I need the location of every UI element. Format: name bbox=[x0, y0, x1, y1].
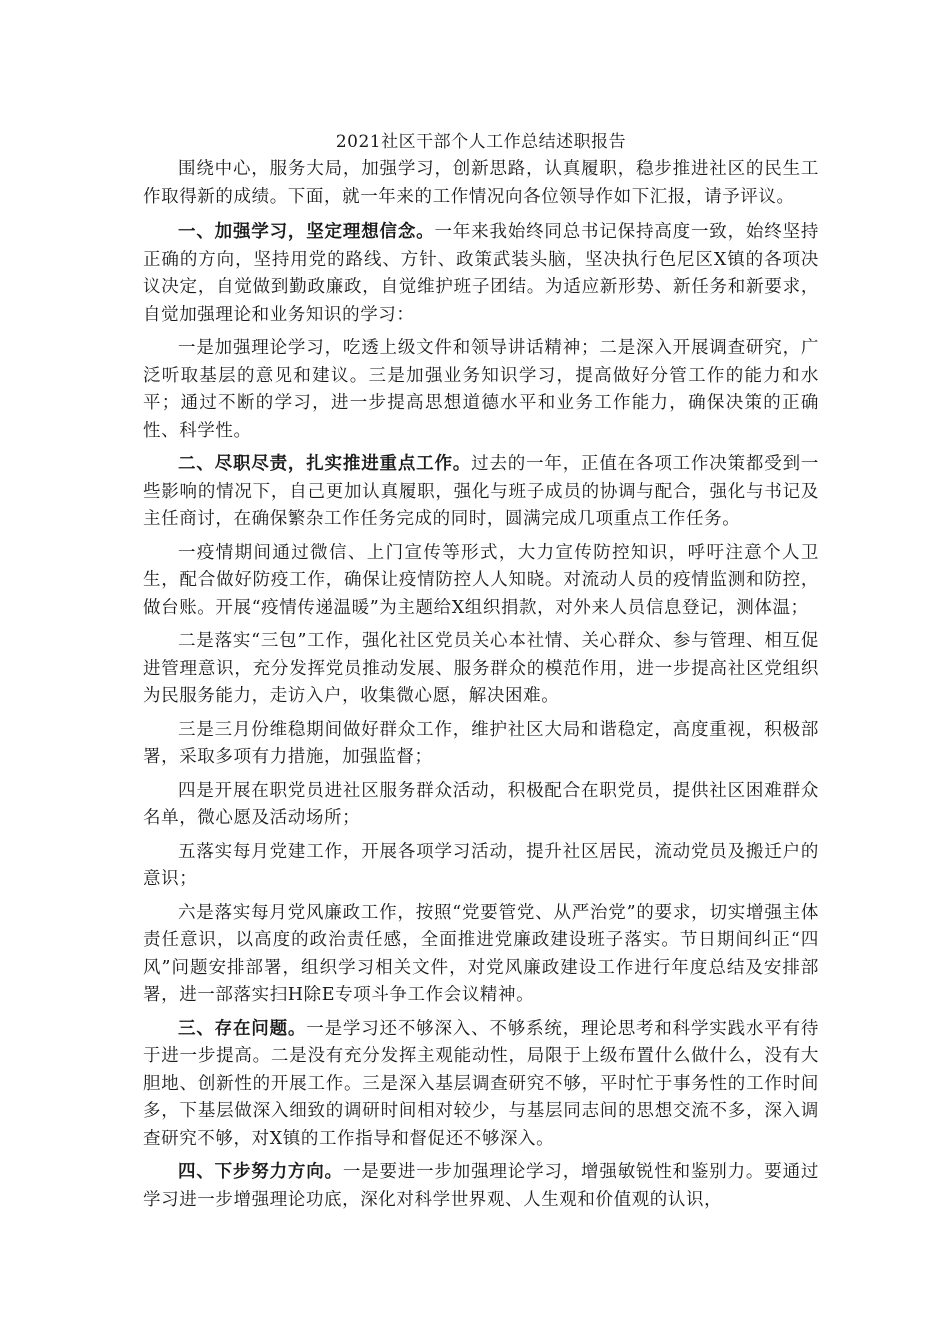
section-1-paragraph-2: 一是加强理论学习，吃透上级文件和领导讲话精神；二是深入开展调查研究，广泛听取基层的意见和建议。三是加强业务知识学习，提高做好分管工作的能力和水平；通过不断的学习，进一步提高思想道德水平和业务工作能力，确保决策的正确性、科学性。 bbox=[143, 338, 819, 441]
section-3-paragraph bbox=[143, 1016, 819, 1154]
section-2-body: 过去的一年，正值在各项工作决策都受到一些影响的情况下，自己更加认真履职，强化与班子成员的协调与配合，强化与书记及主任商讨，在确保繁杂工作任务完成的同时，圆满完成几项重点工作任务。 bbox=[143, 454, 819, 529]
section-3-body: 一是学习还不够深入、不够系统，理论思考和科学实践水平有待于进一步提高。二是没有充分发挥主观能动性，局限于上级布置什么做什么，没有大胆地、创新性的开展工作。三是深入基层调查研究不够，平时忙于事务性的工作时间多，下基层做深入细致的调研时间相对较少，与基层同志间的思想交流不多，深入调查研究不够，对X镇的工作指导和督促还不够深入。 bbox=[143, 1018, 819, 1149]
section-1-heading: 一、加强学习，坚定理想信念。 bbox=[178, 222, 435, 242]
document-page bbox=[143, 128, 819, 1220]
section-4-paragraph bbox=[143, 1159, 819, 1214]
section-2-item-5: 五落实每月党建工作，开展各项学习活动，提升社区居民，流动党员及搬迁户的意识； bbox=[143, 841, 819, 889]
document-title: 2021社区干部个人工作总结述职报告 bbox=[335, 132, 627, 152]
section-2-item-4: 四是开展在职党员进社区服务群众活动，积极配合在职党员，提供社区困难群众名单，微心愿及活动场所； bbox=[143, 780, 819, 828]
section-2-heading: 二、尽职尽责，扎实推进重点工作。 bbox=[178, 454, 472, 474]
section-2-item-6: 六是落实每月党风廉政工作，按照“党要管党、从严治党”的要求，切实增强主体责任意识，以高度的政治责任感，全面推进党廉政建设班子落实。节日期间纠正“四风”问题安排部署，组织学习相关文件，对党风廉政建设工作进行年度总结及安排部署，进一部落实扫H除E专项斗争工作会议精神。 bbox=[143, 902, 819, 1005]
section-4-body: 一是要进一步加强理论学习，增强敏锐性和鉴别力。要通过学习进一步增强理论功底，深化对科学世界观、人生观和价值观的认识， bbox=[143, 1162, 819, 1210]
section-2-item-3: 三是三月份维稳期间做好群众工作，维护社区大局和谐稳定，高度重视，积极部署，采取多项有力措施，加强监督； bbox=[143, 719, 819, 767]
section-2-paragraph bbox=[143, 451, 819, 534]
intro-paragraph: 围绕中心，服务大局，加强学习，创新思路，认真履职，稳步推进社区的民生工作取得新的成绩。下面，就一年来的工作情况向各位领导作如下汇报，请予评议。 bbox=[143, 159, 819, 207]
section-2-item-2: 二是落实“三包”工作，强化社区党员关心本社情、关心群众、参与管理、相互促进管理意识，充分发挥党员推动发展、服务群众的模范作用，进一步提高社区党组织为民服务能力，走访入户，收集微心愿，解决困难。 bbox=[143, 631, 819, 706]
section-4-heading: 四、下步努力方向。 bbox=[178, 1162, 343, 1182]
section-2-item-1: 一疫情期间通过微信、上门宣传等形式，大力宣传防控知识，呼吁注意个人卫生，配合做好防疫工作，确保让疫情防控人人知晓。对流动人员的疫情监测和防控，做台账。开展“疫情传递温暖”为主题给X组织捐款，对外来人员信息登记，测体温； bbox=[143, 542, 819, 618]
section-1-body: 一年来我始终同总书记保持高度一致，始终坚持正确的方向，坚持用党的路线、方针、政策武装头脑，坚决执行色尼区X镇的各项决议决定，自觉做到勤政廉政，自觉维护班子团结。为适应新形势、新任务和新要求，自觉加强理论和业务知识的学习： bbox=[143, 222, 819, 325]
section-3-heading: 三、存在问题。 bbox=[178, 1018, 307, 1039]
section-1-paragraph bbox=[143, 219, 819, 329]
